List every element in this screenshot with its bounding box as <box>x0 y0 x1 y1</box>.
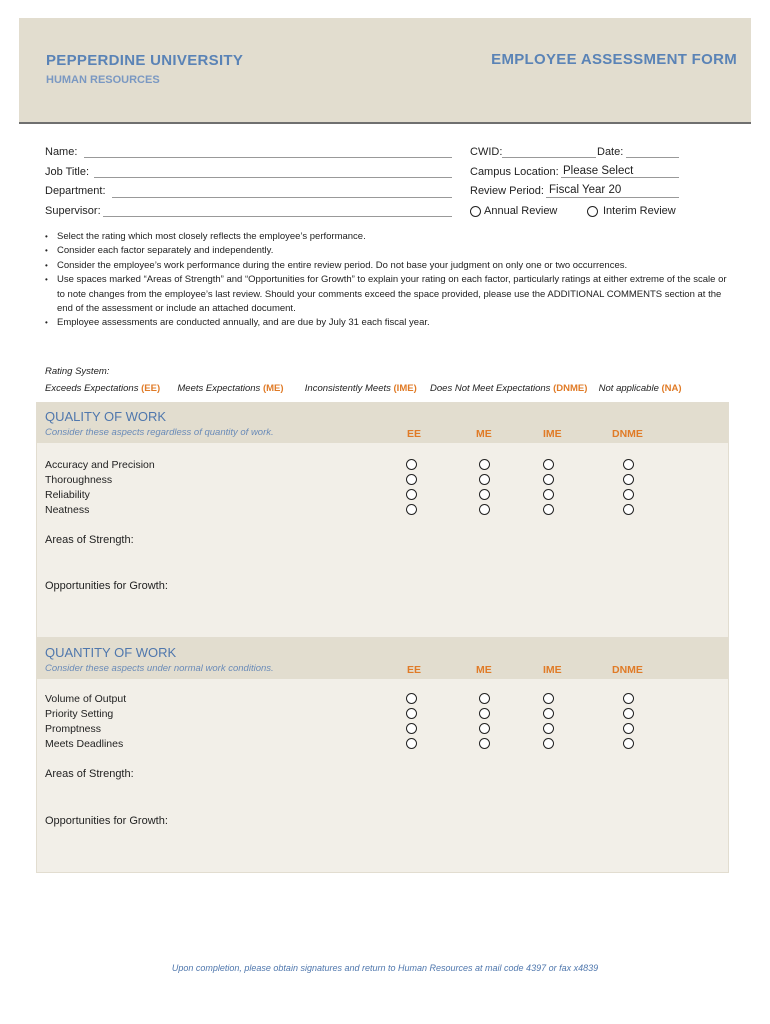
date-label: Date: <box>597 146 624 158</box>
rating-radio-ee[interactable] <box>406 474 417 485</box>
annual-review-radio[interactable] <box>470 206 481 217</box>
department-name: HUMAN RESOURCES <box>46 74 160 86</box>
rating-radio-dnme[interactable] <box>623 708 634 719</box>
rating-system-legend <box>45 383 682 394</box>
instruction-item: • Consider each factor separately and independently. <box>45 244 737 258</box>
review-period-field[interactable]: Fiscal Year 20 <box>549 184 622 196</box>
rating-radio-dnme[interactable] <box>623 723 634 734</box>
interim-review-label: Interim Review <box>603 205 676 217</box>
areas-of-strength-label: Areas of Strength: <box>45 534 134 546</box>
department-label: Department: <box>45 185 106 197</box>
rating-me-code: (ME) <box>262 383 284 394</box>
column-ee: EE <box>407 664 422 676</box>
rating-radio-ime[interactable] <box>543 504 554 515</box>
quantity-of-work-section <box>36 638 729 873</box>
name-field[interactable] <box>84 157 452 158</box>
rating-radio-ime[interactable] <box>543 738 554 749</box>
name-label: Name: <box>45 146 78 158</box>
section-header <box>37 403 728 443</box>
form-title: EMPLOYEE ASSESSMENT FORM <box>491 51 737 68</box>
review-period-label: Review Period: <box>470 185 544 197</box>
criterion-label: Neatness <box>45 504 90 516</box>
instruction-item: • Employee assessments are conducted annually, and are due by July 31 each fiscal year. <box>45 316 737 330</box>
rating-radio-dnme[interactable] <box>623 459 634 470</box>
job-title-label: Job Title: <box>45 166 90 178</box>
rating-radio-ime[interactable] <box>543 693 554 704</box>
rating-radio-dnme[interactable] <box>623 504 634 515</box>
areas-of-strength-label: Areas of Strength: <box>45 768 134 780</box>
column-me: ME <box>476 664 492 676</box>
annual-review-label: Annual Review <box>484 205 558 217</box>
criterion-label: Priority Setting <box>45 708 114 720</box>
rating-radio-ee[interactable] <box>406 504 417 515</box>
rating-radio-ee[interactable] <box>406 693 417 704</box>
rating-radio-ee[interactable] <box>406 738 417 749</box>
rating-dnme-code: (DNME) <box>553 383 588 394</box>
rating-radio-me[interactable] <box>479 738 490 749</box>
rating-radio-ee[interactable] <box>406 489 417 500</box>
rating-radio-me[interactable] <box>479 693 490 704</box>
rating-ime-text: Inconsistently Meets <box>304 383 394 394</box>
rating-radio-ime[interactable] <box>543 723 554 734</box>
rating-radio-ee[interactable] <box>406 708 417 719</box>
rating-system-title: Rating System: <box>45 366 110 377</box>
column-me: ME <box>476 428 492 440</box>
section-title: QUANTITY OF WORK <box>45 645 177 660</box>
campus-location-underline <box>561 177 679 178</box>
university-name: PEPPERDINE UNIVERSITY <box>46 52 244 69</box>
rating-radio-ime[interactable] <box>543 474 554 485</box>
criterion-label: Meets Deadlines <box>45 738 124 750</box>
interim-review-radio[interactable] <box>587 206 598 217</box>
campus-location-label: Campus Location: <box>470 166 559 178</box>
rating-dnme-text: Does Not Meet Expectations <box>430 383 554 394</box>
rating-ime-code: (IME) <box>393 383 417 394</box>
rating-na-text: Not applicable <box>598 383 662 394</box>
rating-ee-code: (EE) <box>141 383 161 394</box>
cwid-label: CWID: <box>470 146 503 158</box>
rating-radio-me[interactable] <box>479 708 490 719</box>
rating-ee-text: Exceeds Expectations <box>45 383 142 394</box>
column-ee: EE <box>407 428 422 440</box>
rating-na-code: (NA) <box>661 383 682 394</box>
department-field[interactable] <box>112 197 452 198</box>
criterion-label: Thoroughness <box>45 474 113 486</box>
section-title: QUALITY OF WORK <box>45 409 167 424</box>
instruction-item: • Use spaces marked “Areas of Strength” and “Opportunities for Growth” to explain your rating on each factor, particularly ratings at either extreme of the scale or to note changes from the employee’s last review. Should your comments exceed the space provided, please use the ADDITIONAL COMMENTS section at the end of the assessment or include an attached document. <box>45 273 737 316</box>
column-ime: IME <box>543 664 562 676</box>
rating-radio-dnme[interactable] <box>623 738 634 749</box>
criterion-label: Reliability <box>45 489 90 501</box>
rating-radio-ee[interactable] <box>406 459 417 470</box>
quality-of-work-section <box>36 402 729 638</box>
form-header <box>19 18 751 124</box>
rating-radio-me[interactable] <box>479 723 490 734</box>
rating-radio-dnme[interactable] <box>623 474 634 485</box>
column-dnme: DNME <box>612 428 643 440</box>
rating-me-text: Meets Expectations <box>177 383 263 394</box>
instructions-list <box>45 230 737 331</box>
column-dnme: DNME <box>612 664 643 676</box>
instruction-item: • Consider the employee’s work performance during the entire review period. Do not base your judgment on only one or two occurrences. <box>45 259 737 273</box>
rating-radio-ime[interactable] <box>543 459 554 470</box>
opportunities-for-growth-label: Opportunities for Growth: <box>45 580 168 592</box>
section-header <box>37 639 728 679</box>
date-field[interactable] <box>626 157 679 158</box>
column-ime: IME <box>543 428 562 440</box>
opportunities-for-growth-label: Opportunities for Growth: <box>45 815 168 827</box>
job-title-field[interactable] <box>94 177 452 178</box>
rating-radio-me[interactable] <box>479 459 490 470</box>
review-period-underline <box>546 197 679 198</box>
criterion-label: Promptness <box>45 723 102 735</box>
supervisor-label: Supervisor: <box>45 205 101 217</box>
rating-radio-ime[interactable] <box>543 489 554 500</box>
campus-location-select[interactable]: Please Select <box>563 165 634 177</box>
section-subtitle: Consider these aspects regardless of quantity of work. <box>45 427 274 438</box>
rating-radio-me[interactable] <box>479 489 490 500</box>
rating-radio-me[interactable] <box>479 504 490 515</box>
instruction-item: • Select the rating which most closely reflects the employee’s performance. <box>45 230 737 244</box>
cwid-field[interactable] <box>502 157 596 158</box>
rating-radio-me[interactable] <box>479 474 490 485</box>
criterion-label: Volume of Output <box>45 693 127 705</box>
footer-note: Upon completion, please obtain signatures and return to Human Resources at mail code 4397 or fax x4839 <box>171 963 599 973</box>
rating-radio-dnme[interactable] <box>623 693 634 704</box>
section-subtitle: Consider these aspects under normal work conditions. <box>45 663 274 674</box>
criterion-label: Accuracy and Precision <box>45 459 155 471</box>
rating-radio-ime[interactable] <box>543 708 554 719</box>
supervisor-field[interactable] <box>103 216 452 217</box>
rating-radio-ee[interactable] <box>406 723 417 734</box>
rating-radio-dnme[interactable] <box>623 489 634 500</box>
